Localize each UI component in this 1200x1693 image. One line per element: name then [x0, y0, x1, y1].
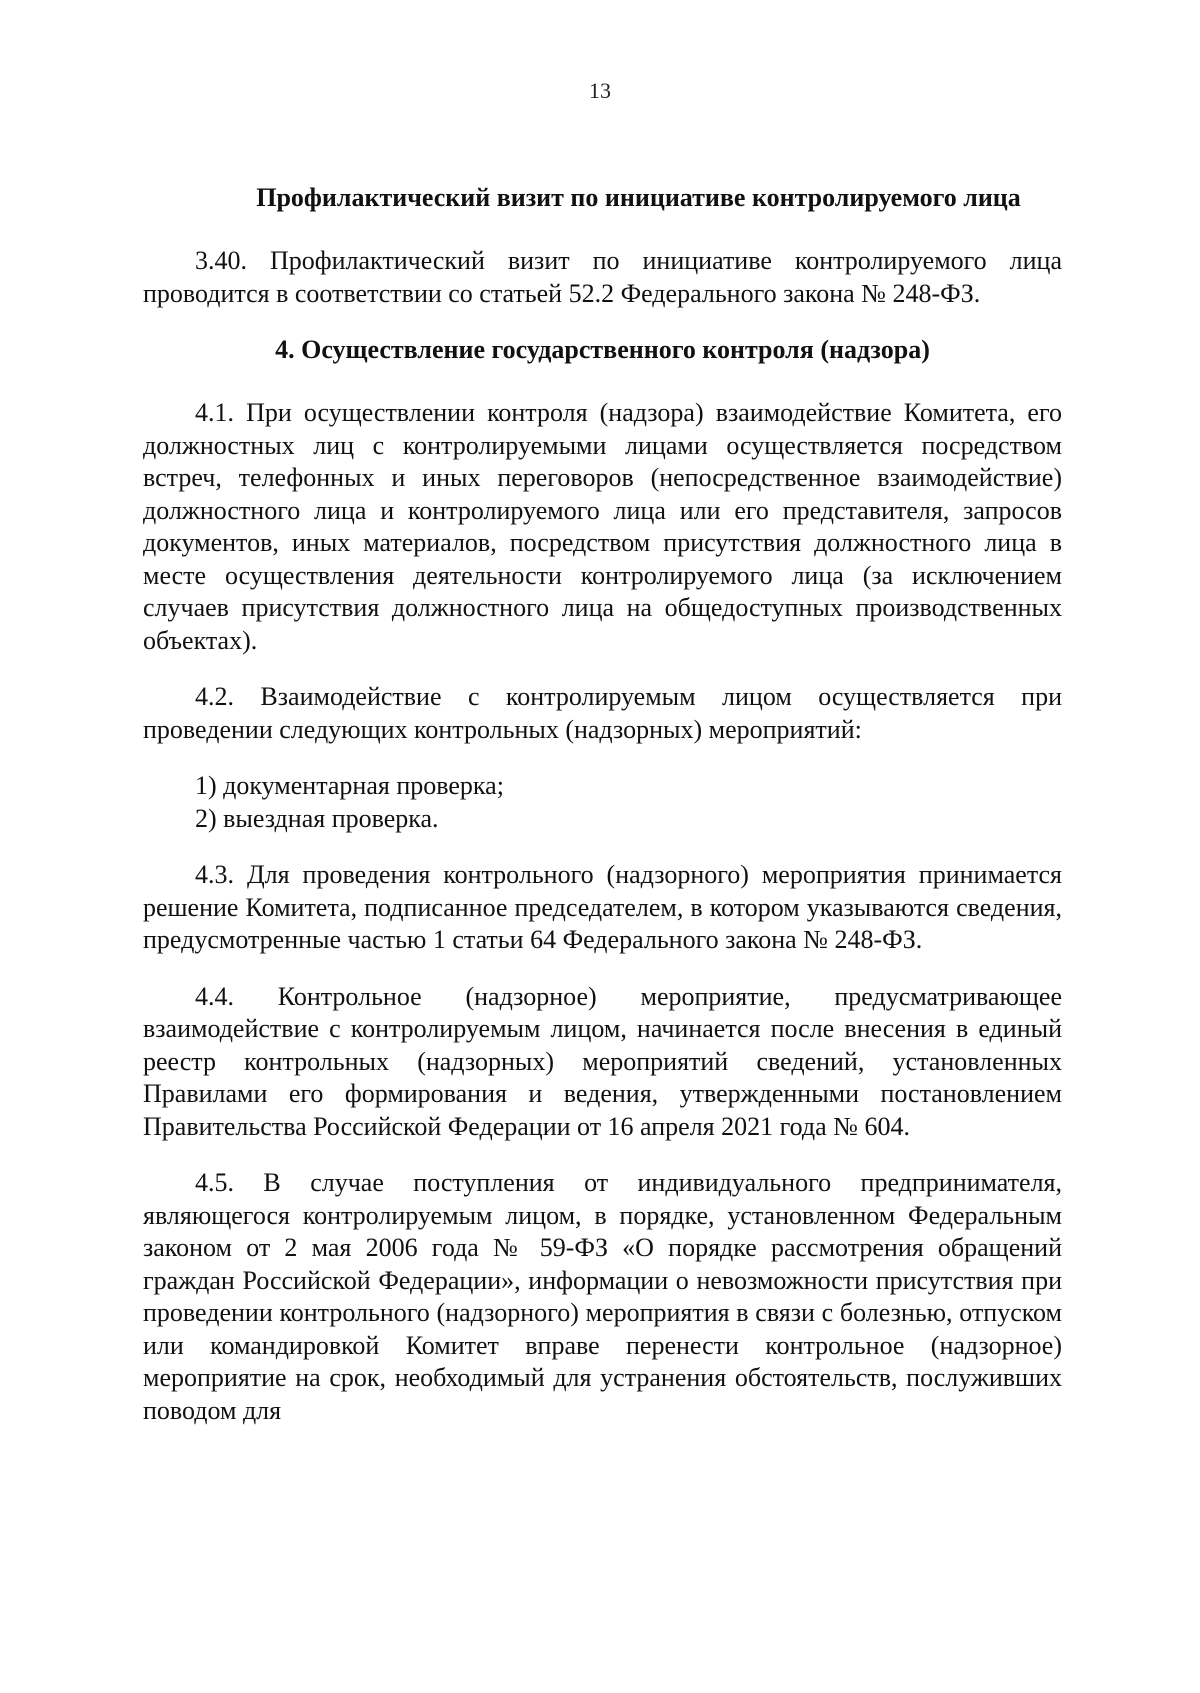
paragraph-4-2: 4.2. Взаимодействие с контролируемым лицом осуществляется при проведении следующих контрольных (надзорных) мероприятий:	[143, 682, 1062, 744]
section-heading-preventive-visit: Профилактический визит по инициативе контролируемого лица	[256, 183, 1021, 212]
page-number: 13	[589, 78, 611, 103]
list-item-documentary-check: 1) документарная проверка;	[195, 771, 504, 800]
paragraph-4-3: 4.3. Для проведения контрольного (надзорного) мероприятия принимается решение Комитета, подписанное председателем, в котором указываются сведения, предусмотренные частью 1 статьи 64 Федерального закона № 248-ФЗ.	[143, 860, 1062, 954]
section-heading-4: 4. Осуществление государственного контроля (надзора)	[275, 335, 930, 364]
list-item-onsite-check: 2) выездная проверка.	[195, 803, 439, 833]
page-content	[143, 182, 1062, 1451]
paragraph-3-40: 3.40. Профилактический визит по инициативе контролируемого лица проводится в соответствии со статьей 52.2 Федерального закона № 248-ФЗ.	[143, 246, 1062, 308]
paragraph-4-4: 4.4. Контрольное (надзорное) мероприятие, предусматривающее взаимодействие с контролируемым лицом, начинается после внесения в единый реестр контрольных (надзорных) мероприятий сведений, установленных Правилами его формирования и ведения, утвержденными постановлением Правительства Российской Федерации от 16 апреля 2021 года № 604.	[143, 981, 1062, 1141]
paragraph-4-5: 4.5. В случае поступления от индивидуального предпринимателя, являющегося контролируемым лицом, в порядке, установленном Федеральным законом от 2 мая 2006 года № 59-ФЗ «О порядке рассмотрения обращений граждан Российской Федерации», информации о невозможности присутствия при проведении контрольного (надзорного) мероприятия в связи с болезнью, отпуском или командировкой Комитет вправе перенести контрольное (надзорное) мероприятие на срок, необходимый для устранения обстоятельств, послуживших поводом для	[143, 1168, 1062, 1425]
paragraph-4-1: 4.1. При осуществлении контроля (надзора) взаимодействие Комитета, его должностных лиц с контролируемыми лицами осуществляется посредством встреч, телефонных и иных переговоров (непосредственное взаимодействие) должностного лица и контролируемого лица или его представителя, запросов документов, иных материалов, посредством присутствия должностного лица в месте осуществления деятельности контролируемого лица (за исключением случаев присутствия должностного лица на общедоступных производственных объектах).	[143, 398, 1062, 655]
